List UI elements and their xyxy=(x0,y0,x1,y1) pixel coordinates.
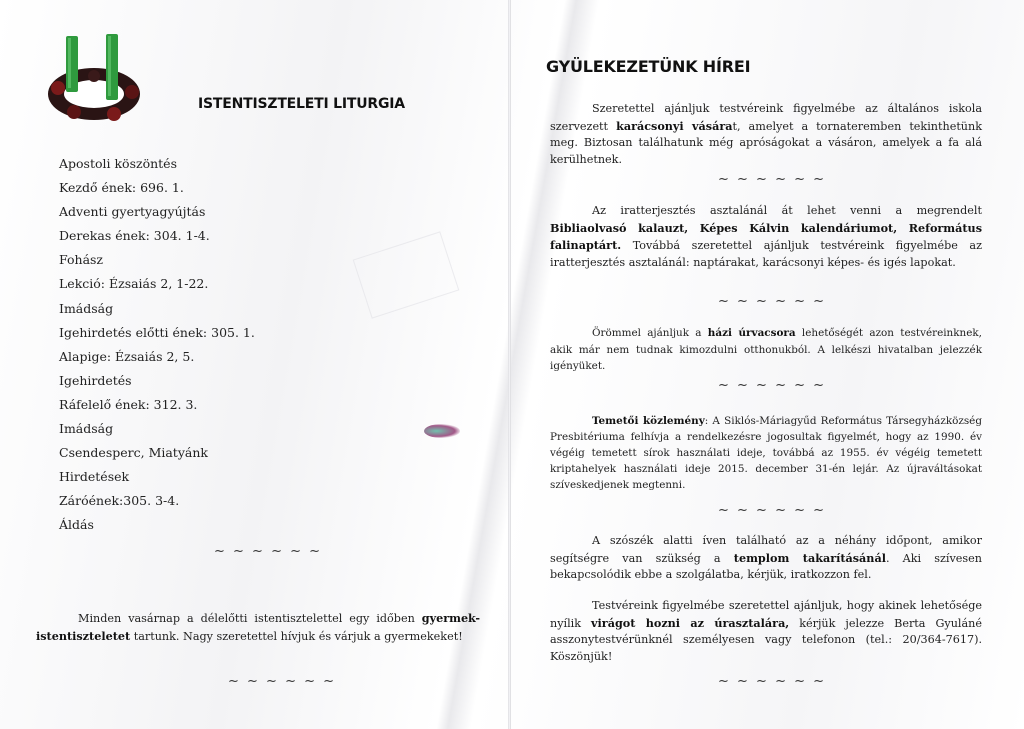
liturgy-item: Alapige: Ézsaiás 2, 5. xyxy=(59,348,195,364)
left-page xyxy=(0,0,508,729)
liturgy-item: Lekció: Ézsaiás 2, 1-22. xyxy=(59,276,209,292)
separator: ~ ~ ~ ~ ~ ~ xyxy=(718,674,827,689)
news-item-home-communion: Örömmel ajánljuk a házi úrvacsora lehetőségét azon testvéreinknek, akik már nem tudnak kimozdulni otthonukból. A lelkészi hivatalban jelezzék igényüket. xyxy=(550,327,982,373)
separator: ~ ~ ~ ~ ~ ~ xyxy=(228,674,337,689)
liturgy-list xyxy=(59,152,255,538)
separator: ~ ~ ~ ~ ~ ~ xyxy=(718,378,827,393)
advent-wreath-icon xyxy=(44,32,148,124)
page-fold xyxy=(508,0,511,729)
separator: ~ ~ ~ ~ ~ ~ xyxy=(718,172,827,187)
separator: ~ ~ ~ ~ ~ ~ xyxy=(718,294,827,309)
faint-bleedthrough-mark xyxy=(353,231,460,318)
liturgy-item: Derekas ének: 304. 1-4. xyxy=(59,228,210,244)
liturgy-item: Csendesperc, Miatyánk xyxy=(59,445,208,461)
liturgy-item: Adventi gyertyagyújtás xyxy=(59,204,206,220)
liturgy-item: Záróének:305. 3-4. xyxy=(59,493,180,509)
separator: ~ ~ ~ ~ ~ ~ xyxy=(214,544,323,559)
liturgy-item: Ráfelelő ének: 312. 3. xyxy=(59,396,198,412)
news-title: GYÜLEKEZETÜNK HÍREI xyxy=(546,57,751,76)
news-item-book-table: Az iratterjesztés asztalánál át lehet venni a megrendelt Bibliaolvasó kalauzt, Képes Kálvin kalendáriumot, Református falinaptárt. Továbbá szeretettel ajánljuk testvéreink figyelmébe az iratterjesztés asztalánál: naptárakat, karácsonyi képes- és igés lapokat. xyxy=(550,204,982,269)
liturgy-item: Igehirdetés xyxy=(59,372,132,388)
liturgy-item: Fohász xyxy=(59,252,104,268)
news-item-church-cleaning: A szószék alatti íven található az a néhány időpont, amikor segítségre van szükség a templom takarításánál. Aki szívesen bekapcsolódik ebbe a szolgálatba, kérjük, iratkozzon fel. xyxy=(550,534,982,582)
liturgy-item: Áldás xyxy=(59,517,94,533)
liturgy-item: Hirdetések xyxy=(59,469,130,485)
liturgy-title: ISTENTISZTELETI LITURGIA xyxy=(198,96,405,112)
liturgy-item: Apostoli köszöntés xyxy=(59,156,177,171)
news-item-christmas-fair: Szeretettel ajánljuk testvéreink figyelmébe az általános iskola szervezett karácsonyi vásárat, amelyet a tornateremben tekinthetünk meg. Biztosan találhatunk még apróságokat a vásáron, amelyek a fa alá kerülhetnek. xyxy=(550,102,982,166)
liturgy-item: Imádság xyxy=(59,300,114,316)
news-item-cemetery-notice: Temetői közlemény: A Siklós-Máriagyűd Református Társegyházközség Presbitériuma felhívja a rendelkezésre jogosultak figyelmét, hogy az 1990. év végéig temetett sírok használati ideje, továbbá az 1955. év végéig temetett kriptahelyek használati ideje 2015. december 31-én lejár. Az újraváltásokat szíveskedjenek megtenni. xyxy=(550,415,982,491)
liturgy-item: Imádság xyxy=(59,421,114,437)
children-service-highlight: gyermek-istentiszteletet xyxy=(36,611,480,643)
ink-smudge xyxy=(424,424,460,438)
right-page xyxy=(512,0,1024,729)
liturgy-item: Kezdő ének: 696. 1. xyxy=(59,180,184,196)
liturgy-item: Igehirdetés előtti ének: 305. 1. xyxy=(59,324,255,340)
children-service-notice: Minden vasárnap a délelőtti istentisztelettel egy időben gyermek-istentiszteletet tartunk. Nagy szeretettel hívjuk és várjuk a gyermekeket! xyxy=(36,611,480,643)
separator: ~ ~ ~ ~ ~ ~ xyxy=(718,503,827,518)
news-item-flowers: Testvéreink figyelmébe szeretettel ajánljuk, hogy akinek lehetősége nyílik virágot hozni az úrasztalára, kérjük jelezze Berta Gyuláné asszonytestvérünknél személyesen vagy telefonon (tel.: 20/364-7617). Köszönjük! xyxy=(550,599,982,663)
